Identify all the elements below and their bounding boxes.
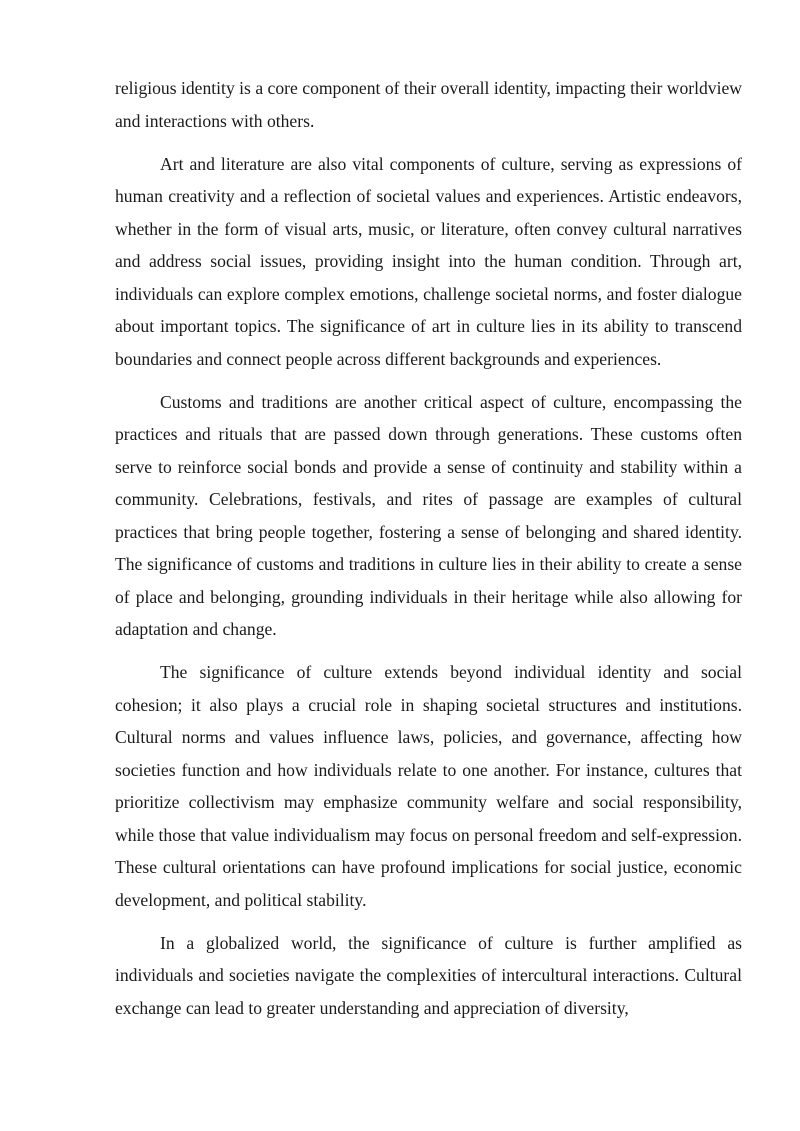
paragraph-globalized-world: In a globalized world, the significance of culture is further amplified as individuals and societies navigate the complexities of intercultural interactions. Cultural exchange can lead to greater understanding and appreciation of diversity,	[115, 932, 742, 1018]
document-body	[115, 72, 742, 1035]
paragraph-continued: religious identity is a core component of their overall identity, impacting their worldview and interactions with others.	[115, 78, 742, 131]
paragraph-art-literature: Art and literature are also vital components of culture, serving as expressions of human creativity and a reflection of societal values and experiences. Artistic endeavors, whether in the form of visual arts, music, or literature, often convey cultural narratives and address social issues, providing insight into the human condition. Through art, individuals can explore complex emotions, challenge societal norms, and foster dialogue about important topics. The significance of art in culture lies in its ability to transcend boundaries and connect people across different backgrounds and experiences.	[115, 153, 742, 369]
paragraph-customs-traditions: Customs and traditions are another critical aspect of culture, encompassing the practices and rituals that are passed down through generations. These customs often serve to reinforce social bonds and provide a sense of continuity and stability within a community. Celebrations, festivals, and rites of passage are examples of cultural practices that bring people together, fostering a sense of belonging and shared identity. The significance of customs and traditions in culture lies in their ability to create a sense of place and belonging, grounding individuals in their heritage while also allowing for adaptation and change.	[115, 391, 742, 639]
paragraph-societal-structures: The significance of culture extends beyond individual identity and social cohesion; it also plays a crucial role in shaping societal structures and institutions. Cultural norms and values influence laws, policies, and governance, affecting how societies function and how individuals relate to one another. For instance, cultures that prioritize collectivism may emphasize community welfare and social responsibility, while those that value individualism may focus on personal freedom and self-expression. These cultural orientations can have profound implications for social justice, economic development, and political stability.	[115, 662, 742, 910]
